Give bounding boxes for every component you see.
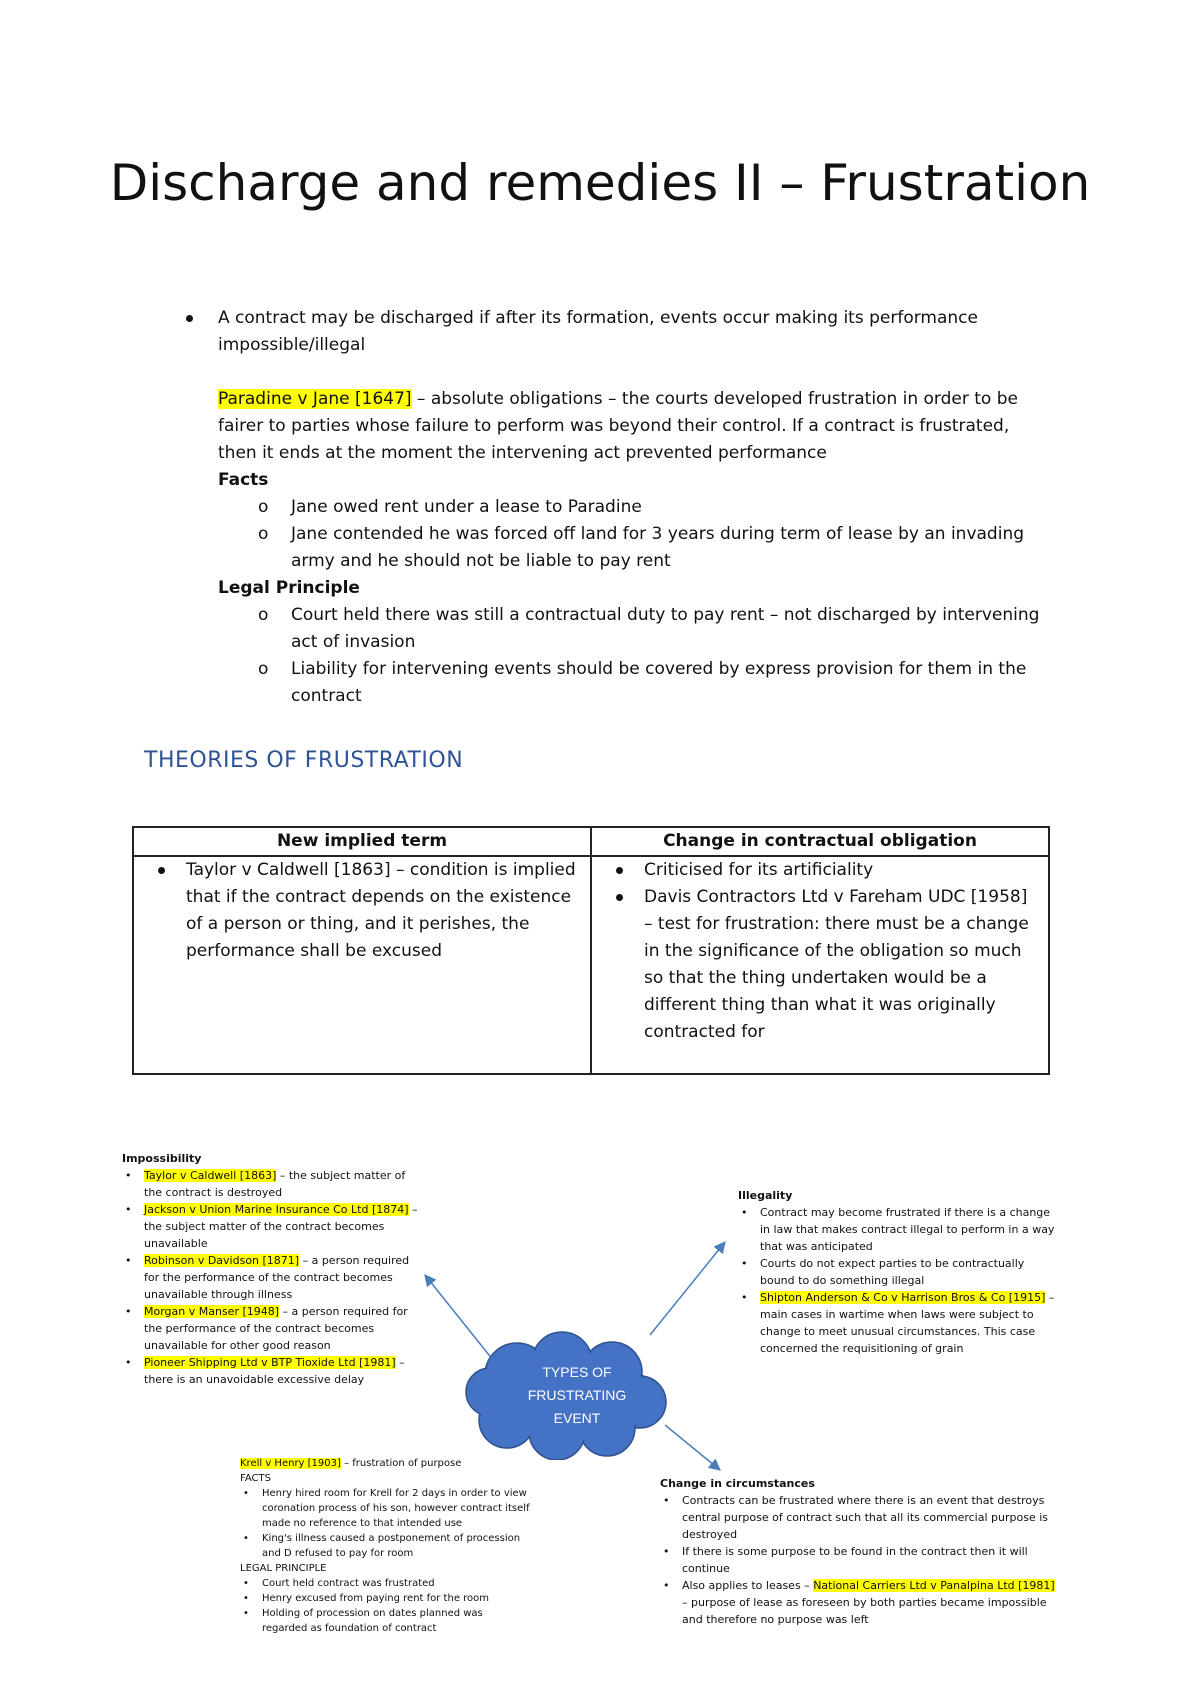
table-header: New implied term [133, 827, 591, 856]
list-item: • Henry excused from paying rent for the room [240, 1591, 530, 1606]
list-item: o Liability for intervening events should be covered by express provision for them in the contract [258, 659, 1027, 706]
list-item: Taylor v Caldwell [1863] – condition is implied that if the contract depends on the existence of a person or thing, and it perishes, the performance shall be excused [154, 857, 580, 965]
list-item: o Court held there was still a contractual duty to pay rent – not discharged by intervening act of invasion [258, 605, 1040, 652]
list-item: • If there is some purpose to be found in the contract then it will continue [660, 1543, 1060, 1577]
illegality-box [738, 1187, 1058, 1357]
paradine-case-text: – absolute obligations – the courts developed frustration in order to be fairer to parties whose failure to perform was beyond their control. If a contract is frustrated, then it ends at the moment the intervening act prevented performance [218, 389, 1018, 463]
impossibility-title: Impossibility [122, 1152, 202, 1165]
illegality-title: Illegality [738, 1189, 793, 1202]
impossibility-box [122, 1150, 422, 1388]
change-box [660, 1475, 1060, 1628]
list-item: • Courts do not expect parties to be contractually bound to do something illegal [738, 1255, 1058, 1289]
page-title: Discharge and remedies II – Frustration [109, 154, 1091, 212]
krell-box [240, 1456, 530, 1636]
cloud-shape [462, 1330, 672, 1460]
list-item: • Jackson v Union Marine Insurance Co Ltd [1874] – the subject matter of the contract becomes unavailable [122, 1201, 422, 1252]
table-header: Change in contractual obligation [591, 827, 1049, 856]
list-item: • Contracts can be frustrated where there is an event that destroys central purpose of contract such that all its commercial purpose is destroyed [660, 1492, 1060, 1543]
krell-principle-heading: LEGAL PRINCIPLE [240, 1563, 327, 1574]
krell-facts-heading: FACTS [240, 1473, 271, 1484]
list-item: • Holding of procession on dates planned was regarded as foundation of contract [240, 1606, 530, 1636]
intro-bullet-text: A contract may be discharged if after its formation, events occur making its performance impossible/illegal [218, 308, 978, 355]
list-item: • Henry hired room for Krell for 2 days in order to view coronation process of his son, however contract itself made no reference to that intended use [240, 1486, 530, 1531]
list-item: Davis Contractors Ltd v Fareham UDC [1958] – test for frustration: there must be a change in the significance of the obligation so much so that the thing undertaken would be a different thing than what it was originally contracted for [612, 884, 1038, 1046]
list-item: • Shipton Anderson & Co v Harrison Bros & Co [1915] – main cases in wartime when laws were subject to change to meet unusual circumstances. This case concerned the requisitioning of grain [738, 1289, 1058, 1357]
paradine-case-name: Paradine v Jane [1647] [218, 389, 412, 409]
krell-heading: Krell v Henry [1903] – frustration of purpose [240, 1458, 462, 1469]
cloud-label-line: TYPES OF [542, 1364, 612, 1380]
arrow-to-illegality [650, 1242, 725, 1335]
list-item: Criticised for its artificiality [612, 857, 1038, 884]
list-item: o Jane contended he was forced off land for 3 years during term of lease by an invading army and he should not be liable to pay rent [258, 524, 1025, 571]
list-item: • Pioneer Shipping Ltd v BTP Tioxide Ltd [1981] – there is an unavoidable excessive delay [122, 1354, 422, 1388]
facts-heading: Facts [218, 470, 269, 490]
list-item: • Robinson v Davidson [1871] – a person required for the performance of the contract becomes unavailable through illness [122, 1252, 422, 1303]
list-item: • King's illness caused a postponement of procession and D refused to pay for room [240, 1531, 530, 1561]
arrow-to-change [665, 1425, 720, 1470]
list-item: • Also applies to leases – National Carriers Ltd v Panalpina Ltd [1981] – purpose of lease as foreseen by both parties became impossible and therefore no purpose was left [660, 1577, 1060, 1628]
cloud-label-line: FRUSTRATING [527, 1387, 627, 1403]
change-title: Change in circumstances [660, 1477, 815, 1490]
list-item: • Court held contract was frustrated [240, 1576, 530, 1591]
principle-heading: Legal Principle [218, 578, 360, 598]
list-item: • Morgan v Manser [1948] – a person required for the performance of the contract becomes unavailable for other good reason [122, 1303, 422, 1354]
section-heading-theories: THEORIES OF FRUSTRATION [144, 748, 464, 773]
list-item: • Contract may become frustrated if there is a change in law that makes contract illegal to perform in a way that was anticipated [738, 1204, 1058, 1255]
list-item: o Jane owed rent under a lease to Paradine [258, 497, 642, 517]
cloud-label-line: EVENT [553, 1410, 601, 1426]
list-item: • Taylor v Caldwell [1863] – the subject matter of the contract is destroyed [122, 1167, 422, 1201]
